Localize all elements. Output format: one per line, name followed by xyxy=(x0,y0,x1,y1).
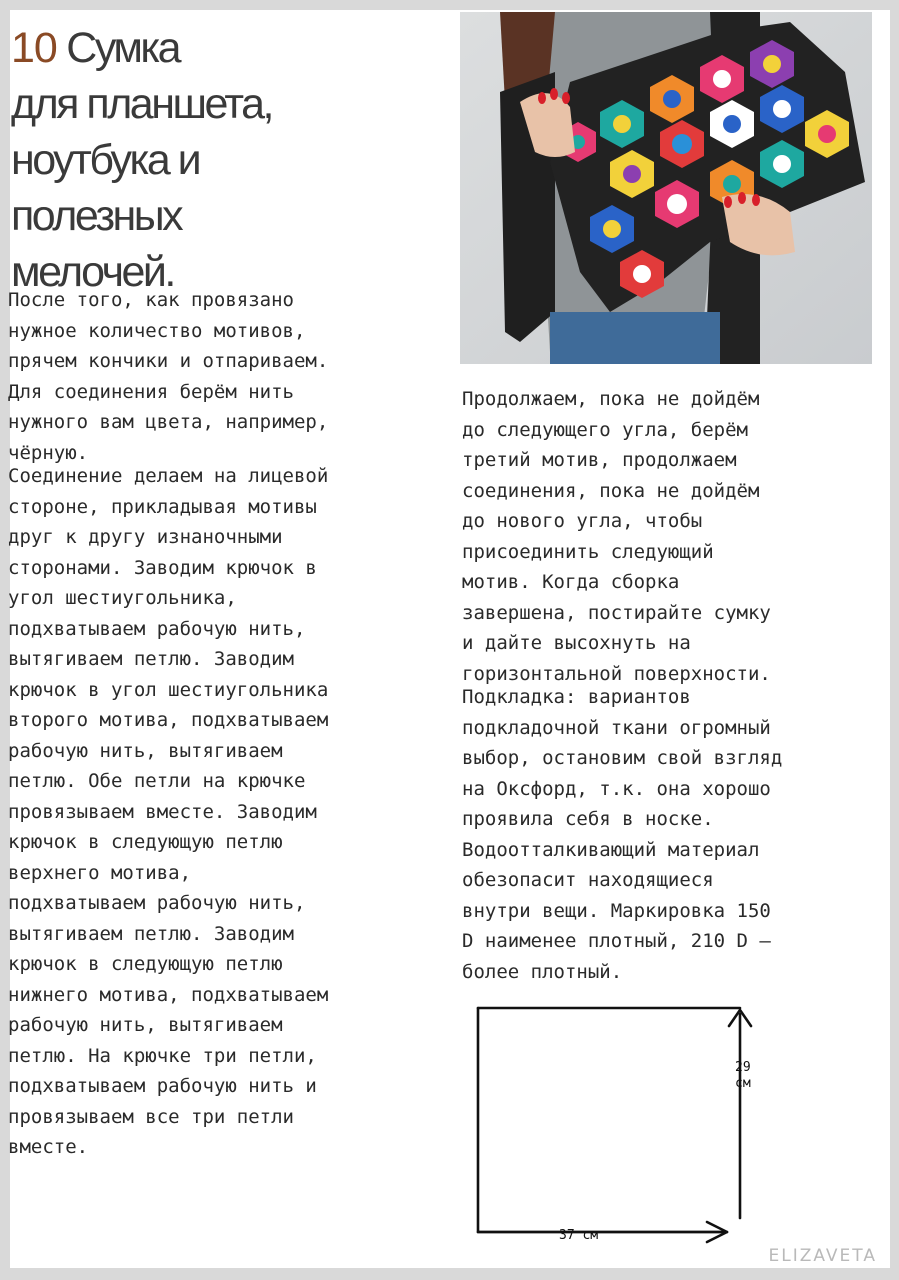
title-line-3: ноутбука и xyxy=(11,136,200,184)
paragraph-continue: Продолжаем, пока не дойдём до следующего угла, берём третий мотив, продолжаем соединения, пока не дойдём до нового угла, чтобы присоединить следующий мотив. Когда сборка завершена, постирайте сумку и дайте высохнуть на горизонтальной поверхности. xyxy=(462,388,771,685)
size-diagram xyxy=(455,990,795,1250)
watermark: ELIZAVETA xyxy=(768,1246,877,1266)
title-line-5: мелочей. xyxy=(11,248,174,296)
bag-photo-illustration xyxy=(460,12,872,364)
width-dimension-label: 37 см xyxy=(559,1228,599,1243)
diagram-rectangle xyxy=(478,1008,725,1232)
title-line-1: 10 Сумка xyxy=(11,24,180,72)
paragraph-joining: Соединение делаем на лицевой стороне, прикладывая мотивы друг к другу изнаночными сторонами. Заводим крючок в угол шестиугольника, подхватываем рабочую нить, вытягиваем петлю. Заводим крючок в угол шестиугольника второго мотива, подхватываем рабочую нить, вытягиваем петлю. Обе петли на крючке провязываем вместе. Заводим крючок в следующую петлю верхнего мотива, подхватываем рабочую нить, вытягиваем петлю. Заводим крючок в следующую петлю нижнего мотива, подхватываем рабочую нить, вытягиваем петлю. На крючке три петли, подхватываем рабочую нить и провязываем все три петли вместе. xyxy=(8,465,329,1158)
bag-photo xyxy=(460,12,872,364)
title-line-2: для планшета, xyxy=(11,80,273,128)
paragraph-lining: Подкладка: вариантов подкладочной ткани огромный выбор, остановим свой взгляд на Оксфорд, т.к. она хорошо проявила себя в носке. Водоотталкивающий материал обезопасит находящиеся внутри вещи. Маркировка 150 D наименее плотный, 210 D – более плотный. xyxy=(462,686,783,983)
title-number: 10 xyxy=(11,24,57,72)
paragraph-finishing: После того, как провязано нужное количество мотивов, прячем кончики и отпариваем. Для соединения берём нить нужного вам цвета, например, чёрную. xyxy=(8,289,329,464)
title-line-4: полезных xyxy=(11,192,182,240)
page-title xyxy=(11,20,451,300)
height-dimension-label: 29 см xyxy=(735,1060,751,1091)
